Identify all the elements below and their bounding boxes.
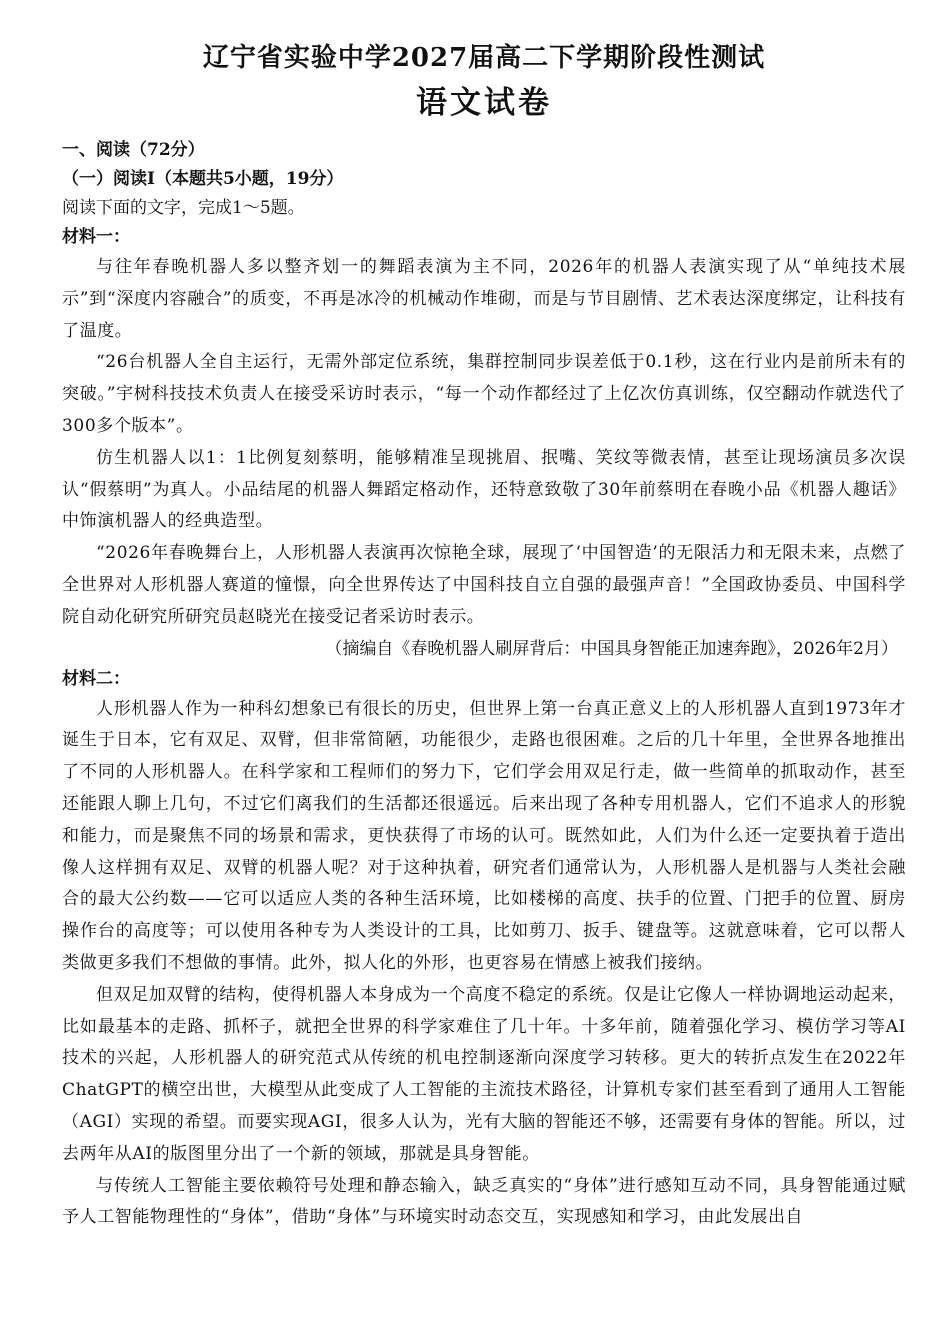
material-two-paragraph: 但双足加双臂的结构，使得机器人本身成为一个高度不稳定的系统。仅是让它像人一样协调地运动起来，比如最基本的走路、抓杯子，就把全世界的科学家难住了几十年。十多年前，随着强化学习、模仿学习等AI技术的兴起，人形机器人的研究范式从传统的机电控制逐渐向深度学习转移。更大的转折点发生在2022年ChatGPT的横空出世，大模型从此变成了人工智能的主流技术路径，计算机专家们甚至看到了通用人工智能（AGI）实现的希望。而要实现AGI，很多人认为，光有大脑的智能还不够，还需要有身体的智能。所以，过去两年从AI的版图里分出了一个新的领域，那就是具身智能。 <box>62 984 906 1164</box>
material-one-heading: 材料一： <box>62 227 130 247</box>
material-one-paragraph: “26台机器人全自主运行，无需外部定位系统，集群控制同步误差低于0.1秒，这在行业内是前所未有的突破。”宇树科技技术负责人在接受采访时表示，“每一个动作都经过了上亿次仿真训练，仅空翻动作就迭代了300多个版本”。 <box>62 352 906 436</box>
material-one-source: （摘编自《春晚机器人刷屏背后：中国具身智能正加速奔跑》，2026年2月） <box>325 638 898 659</box>
exam-subtitle: 语文试卷 <box>416 85 552 121</box>
material-one-paragraph: 仿生机器人以1：1比例复刻蔡明，能够精准呈现挑眉、抿嘴、笑纹等微表情，甚至让现场演员多次误认“假蔡明”为真人。小品结尾的机器人舞蹈定格动作，还特意致敬了30年前蔡明在春晚小品《机器人趣话》中饰演机器人的经典造型。 <box>62 447 906 532</box>
material-two-paragraph: 与传统人工智能主要依赖符号处理和静态输入，缺乏真实的“身体”进行感知互动不同，具身智能通过赋予人工智能物理性的“身体”，借助“身体”与环境实时动态交互，实现感知和学习，由此发展出自 <box>62 1175 906 1228</box>
material-one-paragraph: 与往年春晚机器人多以整齐划一的舞蹈表演为主不同，2026年的机器人表演实现了从“单纯技术展示”到“深度内容融合”的质变，不再是冰冷的机械动作堆砌，而是与节目剧情、艺术表达深度绑定，让科技有了温度。 <box>62 257 906 341</box>
part-heading: 一、阅读（72分） <box>62 140 205 160</box>
material-one-paragraph: “2026年春晚舞台上，人形机器人表演再次惊艳全球，展现了‘中国智造’的无限活力和无限未来，点燃了全世界对人形机器人赛道的憧憬，向全世界传达了中国科技自立自强的最强声音！”全国政协委员、中国科学院自动化研究所研究员赵晓光在接受记者采访时表示。 <box>62 543 906 627</box>
sub-heading: （一）阅读Ⅰ（本题共5小题，19分） <box>62 169 344 189</box>
instruction-text: 阅读下面的文字，完成1～5题。 <box>62 198 305 218</box>
material-two-paragraph: 人形机器人作为一种科幻想象已有很长的历史，但世界上第一台真正意义上的人形机器人直到1973年才诞生于日本，它有双足、双臂，但非常简陋，功能很少，走路也很困难。之后的几十年里，全世界各地推出了不同的人形机器人。在科学家和工程师们的努力下，它们学会用双足行走，做一些简单的抓取动作，甚至还能跟人聊上几句，不过它们离我们的生活都还很遥远。后来出现了各种专用机器人，它们不追求人的形貌和能力，而是聚焦不同的场景和需求，更快获得了市场的认可。既然如此，人们为什么还一定要执着于造出像人这样拥有双足、双臂的机器人呢？对于这种执着，研究者们通常认为，人形机器人是机器与人类社会融合的最大公约数——它可以适应人类的各种生活环境，比如楼梯的高度、扶手的位置、门把手的位置、厨房操作台的高度等；可以使用各种专为人类设计的工具，比如剪刀、扳手、键盘等。这就意味着，它可以帮人类做更多我们不想做的事情。此外，拟人化的外形，也更容易在情感上被我们接纳。 <box>62 698 906 973</box>
exam-title: 辽宁省实验中学2027届高二下学期阶段性测试 <box>202 43 766 73</box>
material-two-heading: 材料二： <box>62 668 130 689</box>
